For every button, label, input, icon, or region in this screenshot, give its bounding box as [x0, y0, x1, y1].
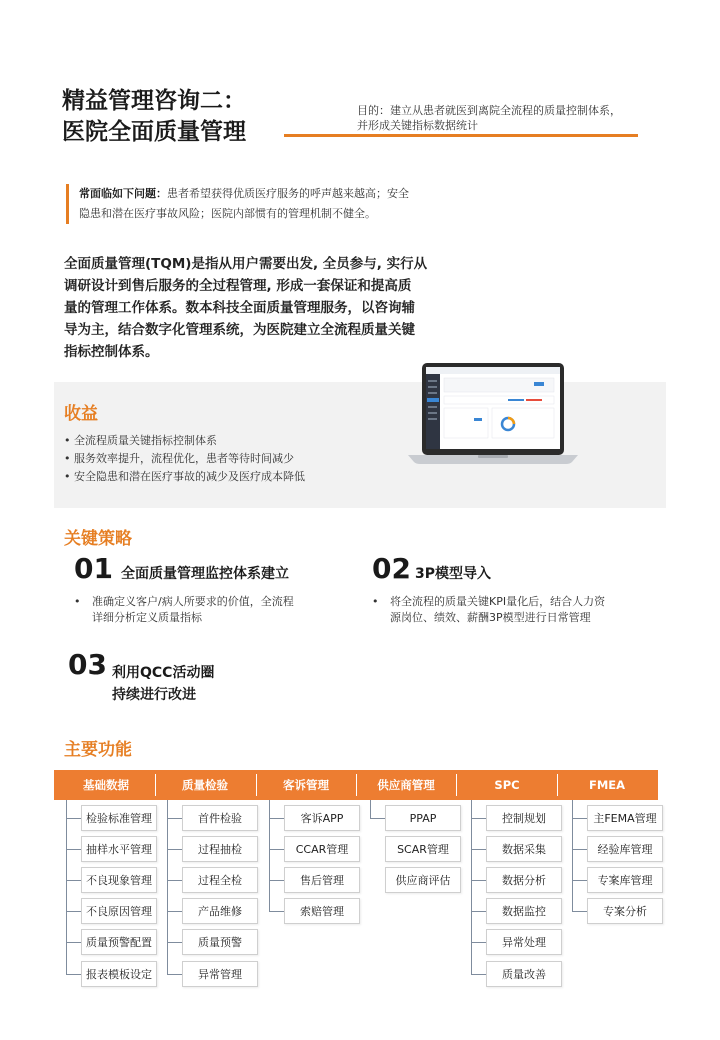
tree-branch [572, 911, 587, 912]
function-item[interactable]: 经验库管理 [587, 836, 663, 862]
intro-line: 调研设计到售后服务的全过程管理, 形成一套保证和提高质 [64, 278, 412, 294]
tree-branch [66, 880, 81, 881]
tree-branch [167, 818, 182, 819]
function-item[interactable]: 报表模板设定 [81, 961, 157, 987]
page-title [62, 86, 246, 148]
function-column-spc [458, 770, 556, 800]
strategy-number: 02 [372, 552, 411, 585]
benefit-item: • 服务效率提升，流程优化，患者等待时间减少 [64, 450, 305, 468]
function-item[interactable]: 质量改善 [486, 961, 562, 987]
purpose-text [357, 103, 621, 133]
title-line-1: 精益管理咨询二： [62, 88, 246, 114]
function-header: SPC [494, 778, 520, 792]
strategy-desc-line: 详细分析定义质量指标 [92, 611, 202, 624]
problem-text-line-2: 隐患和潜在医疗事故风险；医院内部惯有的管理机制不健全。 [79, 207, 376, 220]
strategy-02-desc [390, 594, 605, 626]
intro-line: 导为主，结合数字化管理系统，为医院建立全流程质量关键 [64, 322, 415, 338]
tree-branch [167, 942, 182, 943]
function-item[interactable]: PPAP [385, 805, 461, 831]
strategy-03 [68, 648, 107, 681]
tree-branch [66, 942, 81, 943]
function-item[interactable]: 抽样水平管理 [81, 836, 157, 862]
function-column-fmea [558, 770, 656, 800]
function-item[interactable]: 不良原因管理 [81, 898, 157, 924]
function-item[interactable]: 质量预警配置 [81, 929, 157, 955]
tree-trunk [572, 800, 573, 911]
strategy-name-line: 持续进行改进 [112, 687, 196, 703]
function-item[interactable]: 产品维修 [182, 898, 258, 924]
function-item[interactable]: SCAR管理 [385, 836, 461, 862]
function-item[interactable]: 过程抽检 [182, 836, 258, 862]
tree-trunk [269, 800, 270, 911]
tree-branch [167, 911, 182, 912]
tree-branch [471, 942, 486, 943]
problem-label: 常面临如下问题： [79, 187, 167, 200]
functions-title: 主要功能 [64, 740, 132, 760]
function-item[interactable]: 主FEMA管理 [587, 805, 663, 831]
function-item[interactable]: 控制规划 [486, 805, 562, 831]
tree-branch [572, 818, 587, 819]
tree-branch [269, 880, 284, 881]
tree-branch [572, 880, 587, 881]
title-line-2: 医院全面质量管理 [62, 119, 246, 145]
function-item[interactable]: 异常管理 [182, 961, 258, 987]
benefit-item: • 安全隐患和潜在医疗事故的减少及医疗成本降低 [64, 468, 305, 486]
tree-branch [471, 818, 486, 819]
tree-branch [471, 880, 486, 881]
function-item[interactable]: 检验标准管理 [81, 805, 157, 831]
strategy-02 [372, 552, 491, 585]
strategy-name: 3P模型导入 [414, 566, 491, 582]
tree-branch [471, 911, 486, 912]
tree-branch [66, 911, 81, 912]
strategy-01-desc [92, 594, 294, 626]
intro-line: 全面质量管理(TQM)是指从用户需要出发, 全员参与, 实行从 [64, 256, 428, 272]
tree-branch [572, 849, 587, 850]
function-item[interactable]: CCAR管理 [284, 836, 360, 862]
strategy-desc-line: 源岗位、绩效、薪酬3P模型进行日常管理 [390, 611, 591, 624]
function-item[interactable]: 数据监控 [486, 898, 562, 924]
function-header: 供应商管理 [377, 778, 435, 792]
strategy-title: 关键策略 [64, 529, 132, 549]
header-separator [456, 774, 457, 796]
purpose-line-1: 目的：建立从患者就医到离院全流程的质量控制体系， [357, 104, 621, 117]
function-item[interactable]: 过程全检 [182, 867, 258, 893]
strategy-number: 03 [68, 648, 107, 681]
function-item[interactable]: 索赔管理 [284, 898, 360, 924]
tree-branch [471, 974, 486, 975]
tree-branch [269, 911, 284, 912]
tree-trunk [370, 800, 371, 818]
function-item[interactable]: 售后管理 [284, 867, 360, 893]
function-item[interactable]: 专案库管理 [587, 867, 663, 893]
problem-text-line-1: 患者希望获得优质医疗服务的呼声越来越高；安全 [167, 187, 409, 200]
strategy-name-line: 利用QCC活动圈 [112, 665, 215, 681]
function-column-basic-data [57, 770, 155, 800]
title-divider [284, 134, 638, 137]
function-header: 基础数据 [83, 778, 129, 792]
function-item[interactable]: 异常处理 [486, 929, 562, 955]
strategy-desc-line: • 将全流程的质量关键KPI量化后，结合人力资 [390, 595, 606, 608]
function-item[interactable]: 不良现象管理 [81, 867, 157, 893]
tree-branch [66, 974, 81, 975]
benefits-list [64, 432, 305, 486]
intro-line: 量的管理工作体系。数本科技全面质量管理服务，以咨询辅 [64, 300, 415, 316]
strategy-name: 全面质量管理监控体系建立 [120, 566, 289, 582]
function-item[interactable]: 数据采集 [486, 836, 562, 862]
tree-trunk [167, 800, 168, 975]
strategy-01 [74, 552, 289, 585]
tree-branch [167, 849, 182, 850]
function-header: FMEA [588, 778, 626, 792]
intro-paragraph [64, 253, 464, 363]
purpose-line-2: 并形成关键指标数据统计 [357, 119, 478, 132]
tree-branch [66, 818, 81, 819]
function-header: 客诉管理 [283, 778, 329, 792]
tree-trunk [66, 800, 67, 975]
benefit-item: • 全流程质量关键指标控制体系 [64, 432, 305, 450]
function-item[interactable]: 客诉APP [284, 805, 360, 831]
function-item[interactable]: 数据分析 [486, 867, 562, 893]
function-item[interactable]: 首件检验 [182, 805, 258, 831]
laptop-illustration [408, 362, 578, 466]
function-column-supplier [357, 770, 455, 800]
intro-line: 指标控制体系。 [64, 344, 159, 360]
tree-branch [269, 849, 284, 850]
tree-branch [167, 880, 182, 881]
tree-branch [66, 849, 81, 850]
tree-trunk [471, 800, 472, 974]
tree-branch [370, 818, 385, 819]
strategy-number: 01 [74, 552, 113, 585]
function-column-complaint [257, 770, 355, 800]
tree-branch [167, 974, 182, 975]
function-item[interactable]: 专案分析 [587, 898, 663, 924]
strategy-03-name [112, 662, 214, 706]
tree-branch [269, 818, 284, 819]
tree-branch [471, 849, 486, 850]
function-item[interactable]: 供应商评估 [385, 867, 461, 893]
function-item[interactable]: 质量预警 [182, 929, 258, 955]
function-header: 质量检验 [182, 778, 228, 792]
function-column-quality-inspection [156, 770, 254, 800]
problem-statement [66, 184, 466, 224]
benefits-title: 收益 [64, 404, 98, 424]
strategy-desc-line: • 准确定义客户/病人所要求的价值，全流程 [92, 595, 294, 608]
